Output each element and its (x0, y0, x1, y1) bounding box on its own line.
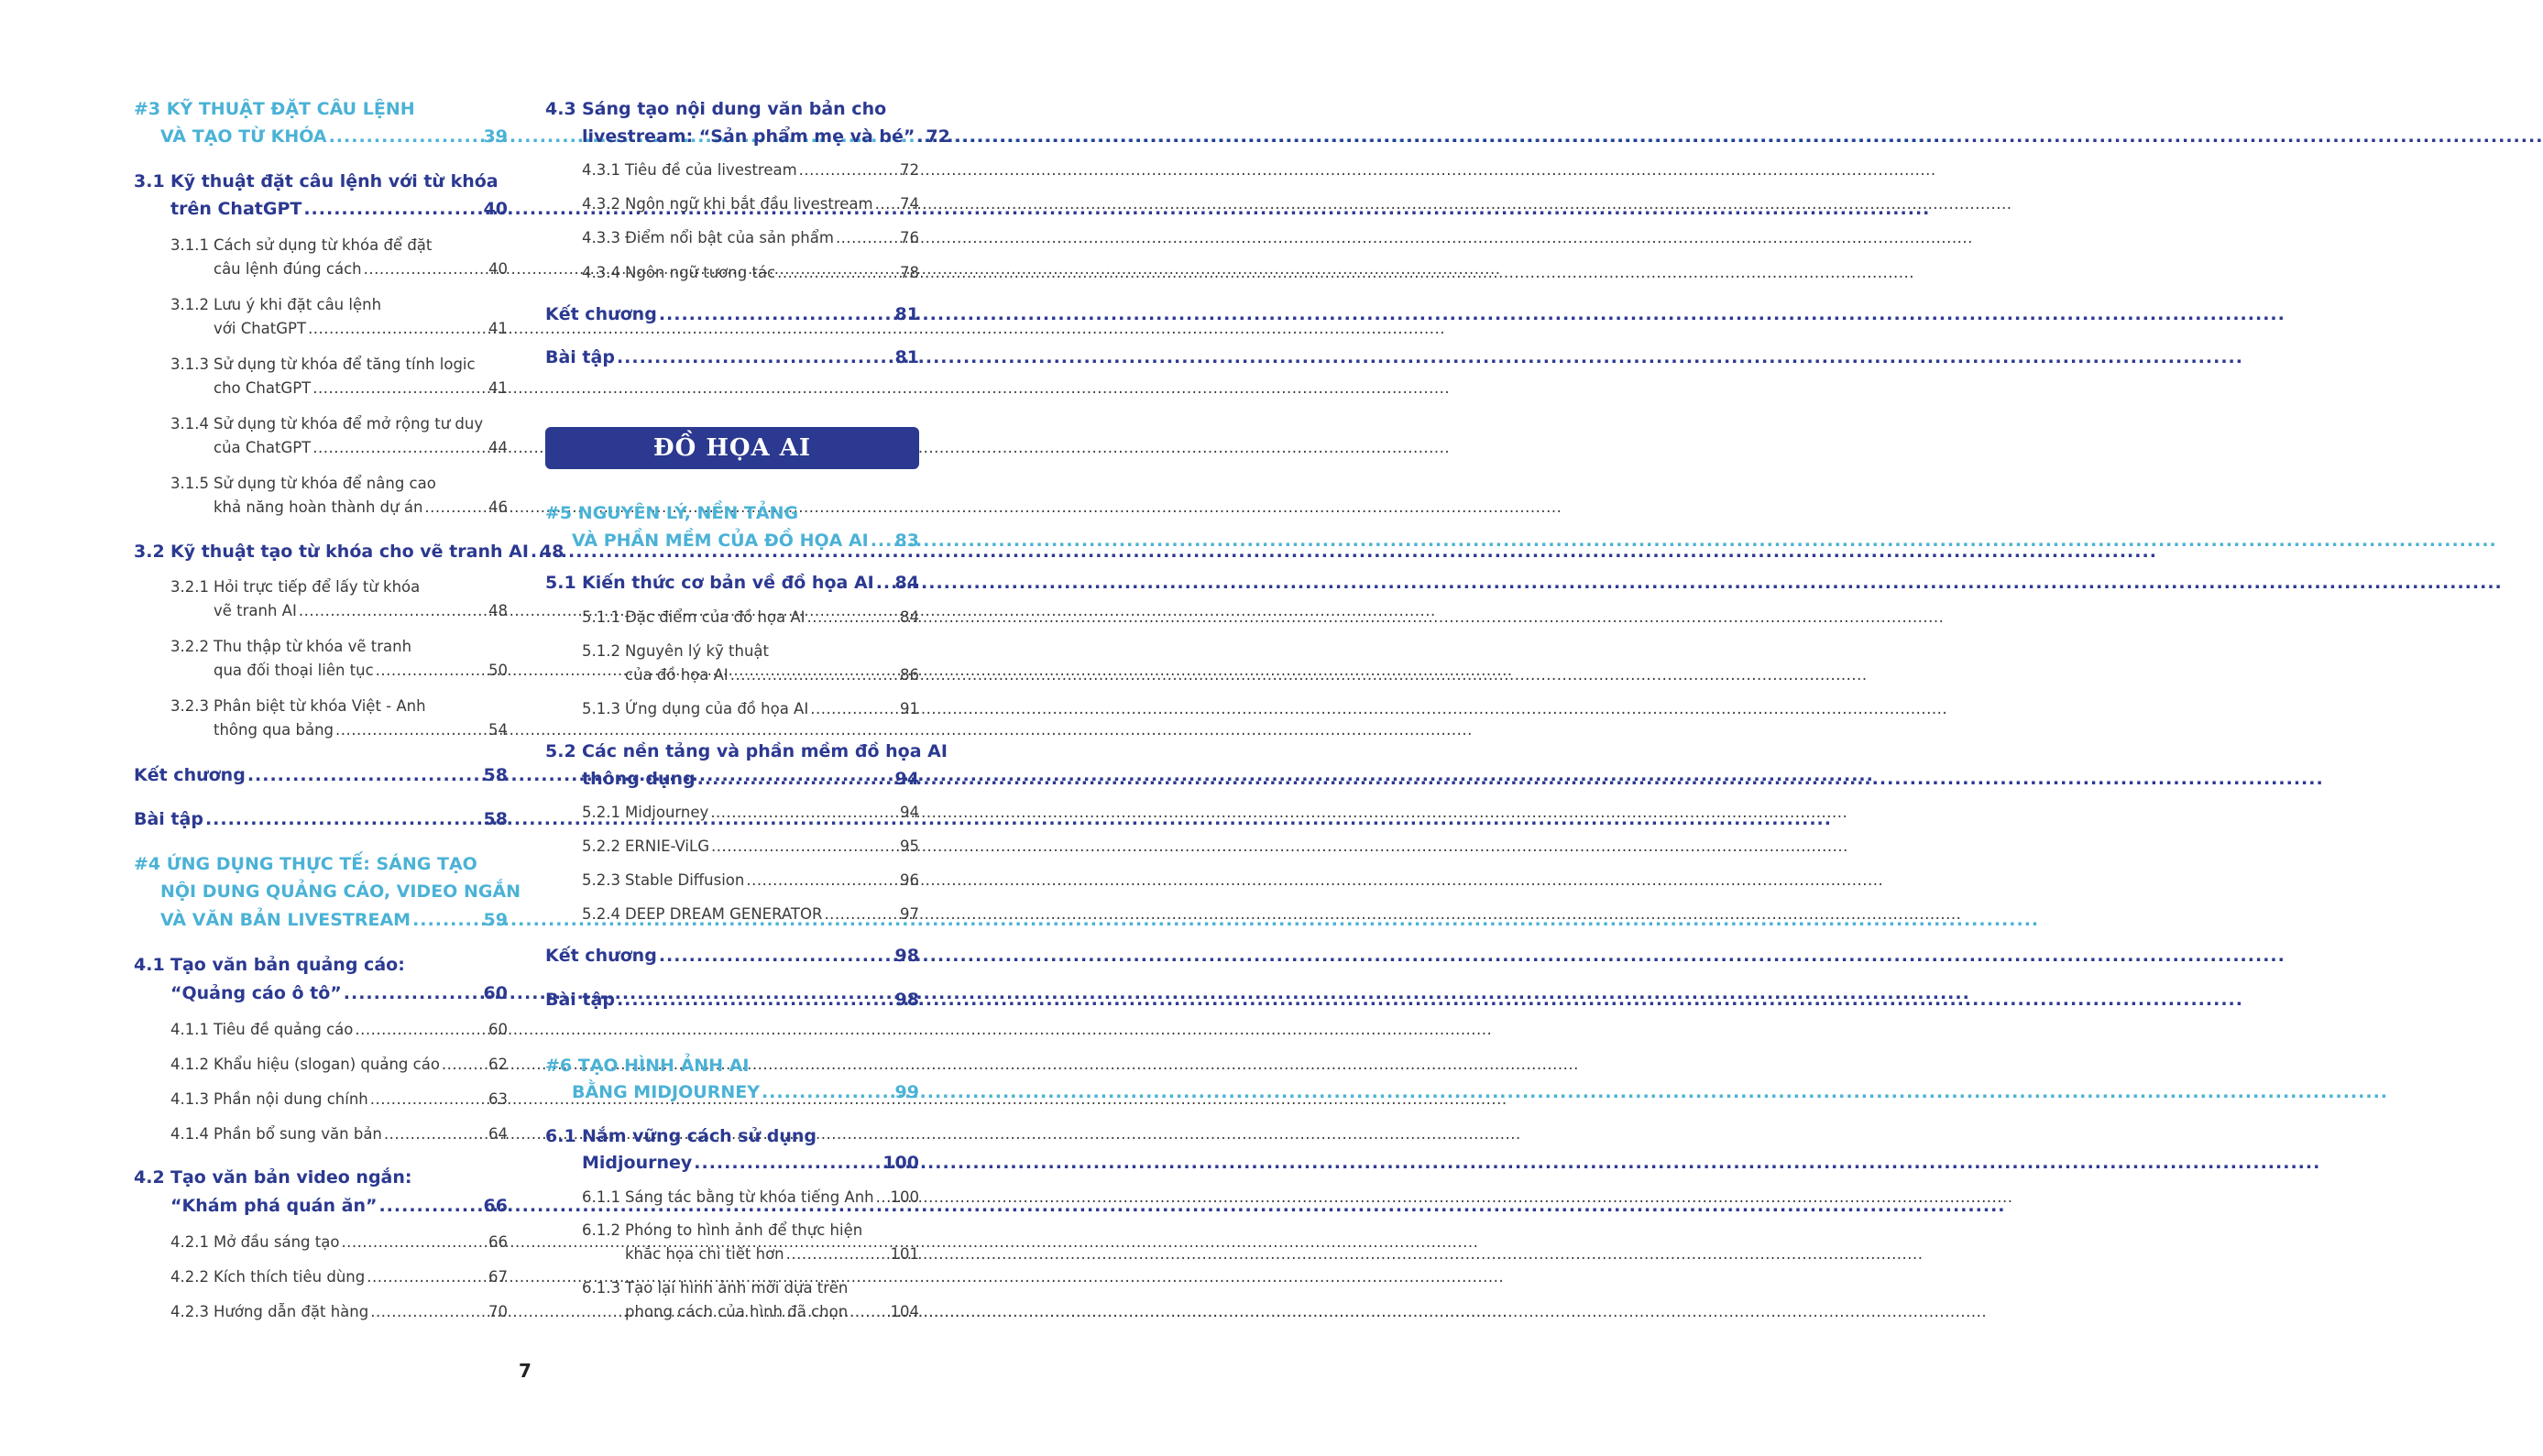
toc-page-number: 94 (894, 769, 919, 789)
toc-sub-6-1-3-entry[interactable] (625, 1303, 919, 1320)
toc-page-number: 98 (894, 990, 919, 1010)
toc-sub-4-1-3[interactable] (170, 1090, 508, 1108)
leader-dots (341, 1233, 487, 1251)
toc-label: Kết chương (545, 946, 657, 966)
sub-title: Khẩu hiệu (slogan) quảng cáo (214, 1056, 440, 1073)
toc-chapter-text: #5 NGUYÊN LÝ, NỀN TẢNG (545, 503, 799, 523)
section-title: Midjourney (582, 1153, 693, 1173)
toc-page-number: 95 (900, 837, 919, 855)
toc-chapter-summary[interactable] (134, 765, 508, 785)
toc-page-number: 48 (539, 542, 565, 562)
leader-dots (697, 769, 893, 789)
sub-number: 3.1.2 (170, 296, 209, 313)
leader-dots (205, 809, 482, 829)
toc-page-number: 74 (900, 195, 919, 213)
toc-section-4-3-entry[interactable] (582, 126, 950, 147)
sub-title: của đồ họa AI (625, 666, 729, 684)
toc-chapter-4-title[interactable] (134, 854, 508, 874)
sub-number: 4.2.1 (170, 1233, 209, 1251)
section-title: Sáng tạo nội dung văn bản cho (582, 99, 887, 119)
toc-sub-3-1-4[interactable] (170, 415, 508, 432)
toc-page-number: 98 (894, 946, 919, 966)
sub-title: thông qua bảng (214, 721, 334, 739)
toc-section-3-1-entry[interactable] (170, 199, 508, 219)
toc-section-5-2-entry[interactable] (582, 769, 919, 789)
leader-dots (659, 946, 893, 966)
toc-chapter-summary[interactable] (545, 946, 919, 966)
sub-title: của ChatGPT (214, 439, 312, 456)
leader-dots (711, 837, 898, 855)
toc-chapter-5-title[interactable] (545, 503, 919, 523)
toc-page-number: 100 (882, 1153, 919, 1173)
toc-section-4-3[interactable] (545, 99, 919, 119)
toc-sub-3-1-3[interactable] (170, 356, 508, 373)
toc-page-number: 86 (900, 666, 919, 684)
sub-title: với ChatGPT (214, 320, 307, 337)
toc-page-number: 104 (890, 1303, 919, 1320)
leader-dots (367, 1268, 487, 1286)
sub-title: Phân biệt từ khóa Việt - Anh (214, 697, 426, 715)
toc-chapter-text: NỘI DUNG QUẢNG CÁO, VIDEO NGẮN (160, 881, 521, 902)
toc-label: Bài tập (545, 990, 615, 1010)
toc-section-4-1-entry[interactable] (170, 983, 508, 1003)
toc-page-number: 40 (488, 260, 508, 278)
section-title: Nắm vững cách sử dụng (582, 1126, 817, 1146)
toc-page-number: 83 (894, 531, 919, 551)
sub-title: Đặc điểm của đồ họa AI (625, 608, 806, 626)
sub-number: 4.1.3 (170, 1090, 209, 1108)
toc-sub-3-1-4-entry[interactable] (214, 439, 508, 456)
section-number: 5.1 (545, 573, 576, 593)
toc-chapter-5-entry[interactable] (572, 531, 919, 551)
toc-chapter-4-title-2[interactable] (160, 881, 521, 902)
toc-chapter-4-entry[interactable] (160, 910, 508, 930)
toc-sub-4-1-2[interactable] (170, 1056, 508, 1073)
toc-section-3-1[interactable] (134, 171, 508, 192)
leader-dots (849, 1303, 888, 1320)
sub-title: Phóng to hình ảnh để thực hiện (625, 1221, 863, 1239)
sub-number: 5.2.2 (582, 837, 620, 855)
section-number: 4.3 (545, 99, 576, 119)
toc-page-number: 100 (890, 1188, 919, 1206)
toc-section-4-2[interactable] (134, 1167, 508, 1188)
section-title: Tạo văn bản quảng cáo: (170, 955, 405, 975)
sub-number: 3.1.5 (170, 475, 209, 492)
toc-page-number: 81 (894, 304, 919, 324)
toc-page-number: 99 (894, 1082, 919, 1102)
toc-sub-5-1-1[interactable] (582, 608, 919, 626)
sub-number: 5.2.4 (582, 905, 620, 923)
toc-chapter-text: VÀ TẠO TỪ KHÓA (160, 126, 327, 147)
toc-sub-3-2-3[interactable] (170, 697, 508, 715)
section-number: 5.2 (545, 741, 576, 761)
sub-title: Sáng tác bằng từ khóa tiếng Anh (625, 1188, 874, 1206)
toc-page-number: 78 (900, 264, 919, 281)
sub-title: Nguyên lý kỹ thuật (625, 642, 770, 660)
section-title: thông dụng (582, 769, 696, 789)
sub-number: 4.1.2 (170, 1056, 209, 1073)
leader-dots (312, 379, 487, 397)
toc-page-number: 63 (488, 1090, 508, 1108)
sub-number: 5.1.1 (582, 608, 620, 626)
sub-number: 5.2.3 (582, 871, 620, 889)
toc-sub-5-1-2[interactable] (582, 642, 919, 660)
sub-title: phong cách của hình đã chọn (625, 1303, 849, 1320)
section-title: Kỹ thuật đặt câu lệnh với từ khóa (170, 171, 499, 192)
toc-sub-4-1-4[interactable] (170, 1125, 508, 1143)
toc-page-number: 46 (488, 498, 508, 516)
sub-title: Phần nội dung chính (214, 1090, 368, 1108)
leader-dots (876, 1188, 889, 1206)
sub-number: 4.2.2 (170, 1268, 209, 1286)
toc-sub-3-1-5[interactable] (170, 475, 508, 492)
section-number: 6.1 (545, 1126, 576, 1146)
section-number: 3.1 (134, 171, 165, 192)
sub-number: 4.2.3 (170, 1303, 209, 1320)
leader-dots (659, 304, 893, 324)
toc-sub-4-2-2[interactable] (170, 1268, 508, 1286)
toc-chapter-text: #3 KỸ THUẬT ĐẶT CÂU LỆNH (134, 99, 415, 119)
toc-sub-4-3-1[interactable] (582, 161, 919, 179)
section-title: trên ChatGPT (170, 199, 302, 219)
sub-title: Stable Diffusion (625, 871, 745, 889)
sub-title: khắc họa chi tiết hơn (625, 1245, 784, 1263)
section-number: 4.1 (134, 955, 165, 975)
part-banner (545, 427, 919, 469)
sub-number: 3.2.1 (170, 578, 209, 596)
toc-page-number: 72 (900, 161, 919, 179)
toc-sub-5-2-3[interactable] (582, 871, 919, 889)
toc-section-3-2[interactable] (134, 542, 565, 562)
leader-dots (384, 1125, 487, 1143)
toc-page-number: 44 (488, 439, 508, 456)
leader-dots (710, 804, 898, 821)
leader-dots (299, 602, 487, 619)
toc-page-number: 64 (488, 1125, 508, 1143)
toc-sub-5-2-1[interactable] (582, 804, 919, 821)
leader-dots (312, 439, 487, 456)
toc-section-5-2[interactable] (545, 741, 948, 761)
toc-page-number: 84 (900, 608, 919, 626)
sub-title: Ứng dụng của đồ họa AI (625, 700, 809, 717)
toc-sub-3-1-5-entry[interactable] (214, 498, 508, 516)
leader-dots (308, 320, 487, 337)
toc-page-number: 66 (483, 1196, 508, 1216)
section-title: Kỹ thuật tạo từ khóa cho vẽ tranh AI (170, 542, 529, 562)
sub-number: 3.2.2 (170, 638, 209, 655)
sub-title: Ngôn ngữ tương tác (625, 264, 776, 281)
leader-dots (836, 229, 898, 246)
sub-title: Tiêu đề của livestream (625, 161, 797, 179)
toc-chapter-text: #4 ỨNG DỤNG THỰC TẾ: SÁNG TẠO (134, 854, 477, 874)
sub-title: Kích thích tiêu dùng (214, 1268, 366, 1286)
page-number: 7 (519, 1360, 532, 1382)
toc-sub-6-1-2-entry[interactable] (625, 1245, 919, 1263)
toc-sub-3-1-2-entry[interactable] (214, 320, 508, 337)
toc-chapter-3-title[interactable] (134, 99, 508, 119)
toc-exercises[interactable] (134, 809, 508, 829)
toc-sub-5-2-4[interactable] (582, 905, 919, 923)
leader-dots (617, 347, 893, 367)
sub-number: 4.3.4 (582, 264, 620, 281)
toc-section-5-1[interactable] (545, 573, 919, 593)
sub-number: 4.1.4 (170, 1125, 209, 1143)
sub-title: Ngôn ngữ khi bắt đầu livestream (625, 195, 873, 213)
toc-page-number: 96 (900, 871, 919, 889)
toc-section-6-1[interactable] (545, 1126, 919, 1146)
leader-dots (370, 1090, 487, 1108)
sub-number: 6.1.3 (582, 1279, 620, 1297)
toc-sub-4-2-1[interactable] (170, 1233, 508, 1251)
sub-number: 3.1.3 (170, 356, 209, 373)
toc-label: Bài tập (134, 809, 203, 829)
toc-page-number: 41 (488, 379, 508, 397)
section-title: Kiến thức cơ bản về đồ họa AI (582, 573, 874, 593)
sub-number: 4.1.1 (170, 1021, 209, 1038)
toc-section-4-1[interactable] (134, 955, 508, 975)
sub-title: Tiêu đề quảng cáo (214, 1021, 354, 1038)
sub-title: Sử dụng từ khóa để tăng tính logic (214, 356, 476, 373)
sub-number: 3.1.4 (170, 415, 209, 432)
toc-page-number: 58 (483, 809, 508, 829)
toc-sub-5-1-3[interactable] (582, 700, 919, 717)
leader-dots (370, 1303, 487, 1320)
leader-dots (871, 531, 893, 551)
toc-page-number: 58 (483, 765, 508, 785)
toc-page-number: 40 (483, 199, 508, 219)
leader-dots (378, 1196, 481, 1216)
toc-page-number: 54 (488, 721, 508, 739)
sub-title: Thu thập từ khóa vẽ tranh (214, 638, 412, 655)
toc-page-number: 48 (488, 602, 508, 619)
section-title: “Khám phá quán ăn” (170, 1196, 378, 1216)
section-number: 4.2 (134, 1167, 165, 1188)
toc-sub-3-2-1-entry[interactable] (214, 602, 508, 619)
toc-page-number: 84 (894, 573, 919, 593)
leader-dots (762, 1082, 893, 1102)
sub-title: DEEP DREAM GENERATOR (625, 905, 823, 923)
toc-sub-4-2-3[interactable] (170, 1303, 508, 1320)
toc-page-number: 50 (488, 662, 508, 679)
toc-sub-6-1-2[interactable] (582, 1221, 919, 1239)
section-title: “Quảng cáo ô tô” (170, 983, 342, 1003)
toc-page-number: 62 (488, 1056, 508, 1073)
toc-page-number: 60 (488, 1021, 508, 1038)
toc-sub-3-2-1[interactable] (170, 578, 508, 596)
toc-exercises[interactable] (545, 990, 919, 1010)
toc-page-number: 97 (900, 905, 919, 923)
sub-title: Hỏi trực tiếp để lấy từ khóa (214, 578, 421, 596)
sub-title: Cách sử dụng từ khóa để đặt (214, 236, 433, 254)
toc-sub-3-1-3-entry[interactable] (214, 379, 508, 397)
leader-dots (777, 264, 898, 281)
sub-title: Sử dụng từ khóa để mở rộng tư duy (214, 415, 484, 432)
sub-title: Lưu ý khi đặt câu lệnh (214, 296, 382, 313)
toc-chapter-summary[interactable] (545, 304, 919, 324)
toc-section-4-2-entry[interactable] (170, 1196, 508, 1216)
toc-sub-6-1-3[interactable] (582, 1279, 919, 1297)
sub-number: 6.1.1 (582, 1188, 620, 1206)
toc-label: Bài tập (545, 347, 615, 367)
leader-dots (746, 871, 898, 889)
leader-dots (442, 1056, 487, 1073)
toc-page-number: 70 (488, 1303, 508, 1320)
toc-sub-5-2-2[interactable] (582, 837, 919, 855)
leader-dots (799, 161, 898, 179)
toc-sub-3-2-2-entry[interactable] (214, 662, 508, 679)
sub-number: 3.2.3 (170, 697, 209, 715)
toc-page-number: 72 (926, 126, 950, 147)
leader-dots (807, 608, 898, 626)
section-title: Các nền tảng và phần mềm đồ họa AI (582, 741, 948, 761)
toc-exercises[interactable] (545, 347, 919, 367)
toc-sub-3-1-1[interactable] (170, 236, 508, 254)
toc-chapter-text: #6 TẠO HÌNH ẢNH AI (545, 1056, 750, 1076)
toc-page-number: 94 (900, 804, 919, 821)
toc-sub-3-1-1-entry[interactable] (214, 260, 508, 278)
toc-sub-6-1-1[interactable] (582, 1188, 919, 1206)
leader-dots (247, 765, 482, 785)
leader-dots (355, 1021, 487, 1038)
toc-label: Kết chương (134, 765, 246, 785)
toc-sub-4-3-4[interactable] (582, 264, 919, 281)
leader-dots (303, 199, 481, 219)
toc-chapter-text: VÀ VĂN BẢN LIVESTREAM (160, 910, 411, 930)
sub-title: vẽ tranh AI (214, 602, 297, 619)
toc-chapter-text: VÀ PHẦN MỀM CỦA ĐỒ HỌA AI (572, 531, 869, 551)
toc-page-number: 66 (488, 1233, 508, 1251)
section-number: 3.2 (134, 542, 165, 562)
toc-sub-3-2-3-entry[interactable] (214, 721, 508, 739)
sub-number: 5.1.2 (582, 642, 620, 660)
toc-sub-3-1-2[interactable] (170, 296, 508, 313)
sub-title: khả năng hoàn thành dự án (214, 498, 423, 516)
leader-dots (694, 1153, 881, 1173)
leader-dots (617, 990, 893, 1010)
toc-section-6-1-entry[interactable] (582, 1153, 919, 1173)
toc-chapter-3-entry[interactable] (160, 126, 508, 147)
sub-title: câu lệnh đúng cách (214, 260, 362, 278)
sub-title: ERNIE-ViLG (625, 837, 709, 855)
toc-sub-4-3-3[interactable] (582, 229, 919, 246)
toc-page-number: 101 (890, 1245, 919, 1263)
toc-sub-4-1-1[interactable] (170, 1021, 508, 1038)
leader-dots (730, 666, 898, 684)
section-title: Tạo văn bản video ngắn: (170, 1167, 412, 1188)
toc-page-number: 41 (488, 320, 508, 337)
toc-page-number: 39 (483, 126, 508, 147)
sub-title: qua đối thoại liên tục (214, 662, 374, 679)
toc-page-number: 60 (483, 983, 508, 1003)
toc-page-number: 59 (483, 910, 508, 930)
sub-title: Sử dụng từ khóa để nâng cao (214, 475, 436, 492)
toc-page-number: 91 (900, 700, 919, 717)
leader-dots (335, 721, 487, 739)
sub-number: 5.2.1 (582, 804, 620, 821)
toc-page-number: 67 (488, 1268, 508, 1286)
leader-dots (786, 1245, 889, 1263)
sub-number: 6.1.2 (582, 1221, 620, 1239)
leader-dots (810, 700, 898, 717)
leader-dots (875, 195, 898, 213)
toc-chapter-6-title[interactable] (545, 1056, 919, 1076)
toc-label: Kết chương (545, 304, 657, 324)
leader-dots (876, 573, 893, 593)
toc-chapter-6-entry[interactable] (572, 1082, 919, 1102)
sub-title: Hướng dẫn đặt hàng (214, 1303, 369, 1320)
leader-dots (376, 662, 487, 679)
sub-title: Phần bổ sung văn bản (214, 1125, 382, 1143)
sub-number: 4.3.3 (582, 229, 620, 246)
toc-page-number: 81 (894, 347, 919, 367)
leader-dots (531, 542, 538, 562)
leader-dots (824, 905, 898, 923)
leader-dots (344, 983, 482, 1003)
toc-sub-3-2-2[interactable] (170, 638, 508, 655)
section-title: livestream: “Sản phẩm mẹ và bé” (582, 126, 915, 147)
leader-dots (424, 498, 487, 516)
leader-dots (412, 910, 481, 930)
toc-page-number: 76 (900, 229, 919, 246)
sub-title: Mở đầu sáng tạo (214, 1233, 340, 1251)
sub-title: Midjourney (625, 804, 709, 821)
part-banner-title: ĐỒ HỌA AI (652, 434, 812, 462)
sub-title: cho ChatGPT (214, 379, 312, 397)
sub-number: 5.1.3 (582, 700, 620, 717)
toc-sub-4-3-2[interactable] (582, 195, 919, 213)
toc-sub-5-1-2-entry[interactable] (625, 666, 919, 684)
sub-title: Điểm nổi bật của sản phẩm (625, 229, 834, 246)
leader-dots (364, 260, 487, 278)
sub-number: 3.1.1 (170, 236, 209, 254)
leader-dots (916, 126, 924, 147)
leader-dots (329, 126, 482, 147)
sub-title: Tạo lại hình ảnh mới dựa trên (625, 1279, 849, 1297)
sub-number: 4.3.2 (582, 195, 620, 213)
sub-number: 4.3.1 (582, 161, 620, 179)
toc-chapter-text: BẰNG MIDJOURNEY (572, 1082, 760, 1102)
